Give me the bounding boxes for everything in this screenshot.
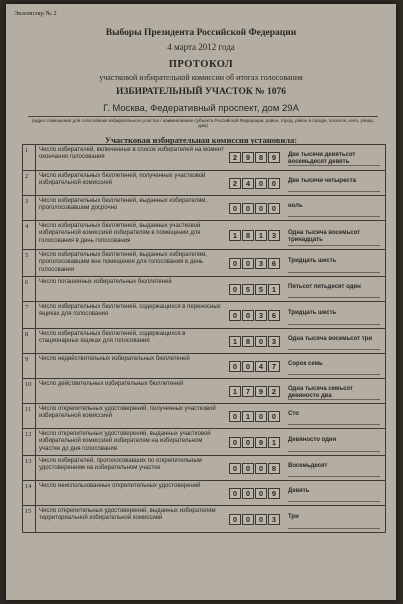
- digit-boxes: [229, 386, 281, 397]
- words-underline: [288, 165, 380, 166]
- table-row: [23, 301, 385, 328]
- digit-cell: 0: [229, 284, 241, 295]
- row-value-words: Пятьсот пятьдесят один: [288, 284, 361, 290]
- digit-cell: 0: [229, 437, 241, 448]
- row-number: 9: [23, 354, 36, 378]
- document-subtitle: участковой избирательной комиссии об итогах голосования: [99, 73, 303, 82]
- row-number: 8: [23, 329, 36, 353]
- row-value-words: Девять: [288, 488, 310, 494]
- row-number: 12: [23, 429, 36, 455]
- row-number: 10: [23, 379, 36, 403]
- digit-cell: 4: [255, 361, 267, 372]
- digit-cell: 2: [229, 178, 241, 189]
- row-value-words: Тридцать шесть: [288, 310, 337, 316]
- digit-cell: 0: [242, 437, 254, 448]
- digit-cell: 0: [242, 488, 254, 499]
- row-label: Число избирательных бюллетеней, полученных участковой избирательной комиссией: [39, 173, 206, 187]
- table-row: [23, 353, 385, 378]
- digit-cell: 8: [242, 230, 254, 241]
- row-number: 11: [23, 404, 36, 428]
- digit-cell: 0: [255, 463, 267, 474]
- words-underline: [288, 476, 380, 477]
- row-value-words: Девяносто один: [288, 437, 337, 443]
- table-row: [23, 403, 385, 428]
- row-label: Число действительных избирательных бюллетеней: [39, 381, 184, 387]
- row-number: 3: [23, 196, 36, 220]
- digit-cell: 9: [242, 152, 254, 163]
- row-number: 5: [23, 250, 36, 276]
- row-label: Число открепительных удостоверений, полученных участковой избирательной комиссией: [39, 406, 216, 420]
- words-underline: [288, 245, 380, 246]
- row-number: 2: [23, 171, 36, 195]
- row-label: Число избирательных бюллетеней, содержащихся в переносных ящиках для голосования: [39, 304, 221, 318]
- digit-cell: 0: [229, 361, 241, 372]
- table-row: [23, 328, 385, 353]
- digit-cell: 0: [255, 336, 267, 347]
- digit-cell: 0: [255, 411, 267, 422]
- digit-cell: 0: [242, 258, 254, 269]
- words-underline: [288, 501, 380, 502]
- table-row: [23, 378, 385, 403]
- digit-cell: 1: [229, 230, 241, 241]
- commission-established: Участковая избирательная комиссия установила:: [104, 135, 298, 145]
- words-underline: [288, 297, 380, 298]
- digit-cell: 0: [255, 514, 267, 525]
- digit-cell: 9: [255, 437, 267, 448]
- digit-boxes: [229, 152, 281, 163]
- digit-cell: 8: [268, 463, 280, 474]
- digit-cell: 0: [242, 203, 254, 214]
- digit-boxes: [229, 284, 281, 295]
- digit-cell: 0: [268, 203, 280, 214]
- digit-cell: 8: [255, 152, 267, 163]
- digit-cell: 1: [268, 437, 280, 448]
- row-number: 4: [23, 221, 36, 249]
- row-value-words: Одна тысяча восемьсот три: [288, 336, 373, 342]
- election-title: Выборы Президента Российской Федерации: [105, 28, 297, 38]
- digit-cell: 0: [268, 411, 280, 422]
- words-underline: [288, 191, 380, 192]
- row-value-words: Сто: [288, 411, 299, 417]
- row-label: Число избирательных бюллетеней, выданных избирателям, проголосовавшим досрочно: [39, 198, 207, 212]
- digit-boxes: [229, 310, 281, 321]
- words-underline: [288, 216, 380, 217]
- digit-cell: 0: [229, 258, 241, 269]
- table-row: [23, 170, 385, 195]
- digit-cell: 0: [268, 178, 280, 189]
- digit-cell: 1: [255, 230, 267, 241]
- table-row: [23, 220, 385, 249]
- row-label: Число избирательных бюллетеней, содержащихся в стационарных ящиках для голосования: [39, 331, 186, 345]
- digit-cell: 5: [255, 284, 267, 295]
- words-underline: [288, 324, 380, 325]
- digit-cell: 3: [268, 336, 280, 347]
- digit-cell: 0: [229, 514, 241, 525]
- digit-cell: 0: [229, 203, 241, 214]
- row-value-words: Одна тысяча семьсот девяносто два: [288, 386, 353, 399]
- digit-cell: 3: [268, 514, 280, 525]
- digit-boxes: [229, 514, 281, 525]
- address-note: (адрес помещения для голосования избирательного участка / наименование субъекта Российской Федерации, район, город, район в городе, поселок, село, улица, дом): [31, 118, 375, 128]
- row-number: 6: [23, 277, 36, 301]
- row-number: 1: [23, 145, 36, 170]
- digit-cell: 0: [255, 203, 267, 214]
- digit-boxes: [229, 463, 281, 474]
- words-underline: [288, 424, 380, 425]
- digit-cell: 0: [229, 488, 241, 499]
- digit-boxes: [229, 488, 281, 499]
- words-underline: [288, 349, 380, 350]
- digit-cell: 4: [242, 178, 254, 189]
- words-underline: [288, 451, 380, 452]
- digit-cell: 0: [229, 310, 241, 321]
- row-value-words: Восемьдесят: [288, 463, 328, 469]
- row-label: Число погашенных избирательных бюллетеней: [39, 279, 172, 285]
- table-row: [23, 276, 385, 301]
- row-number: 14: [23, 481, 36, 505]
- row-value-words: Одна тысяча восемьсот тринадцать: [288, 230, 361, 243]
- table-row: [23, 480, 385, 505]
- table-row: [23, 428, 385, 455]
- row-value-words: Тридцать шесть: [288, 258, 337, 264]
- digit-cell: 9: [268, 152, 280, 163]
- row-value-words: Три: [288, 514, 299, 520]
- digit-cell: 1: [242, 411, 254, 422]
- election-date: 4 марта 2012 года: [167, 42, 235, 52]
- digit-cell: 0: [242, 463, 254, 474]
- digit-cell: 0: [255, 488, 267, 499]
- row-label: Число открепительных удостоверений, выданных избирателям территориальной избирательной комиссией: [39, 508, 216, 522]
- digit-cell: 3: [255, 258, 267, 269]
- digit-cell: 3: [255, 310, 267, 321]
- row-number: 13: [23, 456, 36, 480]
- digit-cell: 8: [242, 336, 254, 347]
- table-row: [23, 455, 385, 480]
- address-underline: [28, 116, 378, 117]
- row-value-words: Сорок семь: [288, 361, 323, 367]
- digit-boxes: [229, 411, 281, 422]
- digit-cell: 1: [229, 336, 241, 347]
- row-number: 15: [23, 506, 36, 532]
- row-label: Число недействительных избирательных бюллетеней: [39, 356, 190, 362]
- table-row: [23, 505, 385, 532]
- digit-cell: 1: [229, 386, 241, 397]
- digit-cell: 9: [255, 386, 267, 397]
- digit-boxes: [229, 258, 281, 269]
- digit-cell: 1: [268, 284, 280, 295]
- digit-cell: 2: [229, 152, 241, 163]
- table-row: [23, 145, 385, 170]
- station-address: Г. Москва, Федеративный проспект, дом 29А: [103, 103, 299, 114]
- words-underline: [288, 399, 380, 400]
- digit-boxes: [229, 178, 281, 189]
- document-type: ПРОТОКОЛ: [168, 59, 234, 70]
- row-label: Число избирательных бюллетеней, выданных участковой избирательной комиссией избирателям в помещении для голосования в день голосования: [39, 223, 201, 244]
- row-label: Число избирательных бюллетеней, выданных избирателям, проголосовавшим вне помещения для голосования в день голосования: [39, 252, 207, 273]
- table-row: [23, 249, 385, 276]
- digit-boxes: [229, 361, 281, 372]
- digit-cell: 0: [229, 463, 241, 474]
- row-label: Число избирателей, проголосовавших по открепительным удостоверениям на избирательном участке: [39, 458, 202, 472]
- copy-number: Экземпляр № 2: [14, 10, 57, 17]
- digit-cell: 0: [255, 178, 267, 189]
- digit-cell: 5: [242, 284, 254, 295]
- digit-boxes: [229, 437, 281, 448]
- digit-cell: 7: [242, 386, 254, 397]
- digit-cell: 6: [268, 258, 280, 269]
- digit-cell: 7: [268, 361, 280, 372]
- digit-cell: 9: [268, 488, 280, 499]
- polling-station: ИЗБИРАТЕЛЬНЫЙ УЧАСТОК № 1076: [115, 87, 287, 97]
- row-number: 7: [23, 302, 36, 328]
- results-table: [22, 144, 386, 533]
- digit-cell: 0: [242, 310, 254, 321]
- digit-boxes: [229, 203, 281, 214]
- words-underline: [288, 374, 380, 375]
- digit-cell: 0: [242, 361, 254, 372]
- row-value-words: ноль: [288, 203, 303, 209]
- row-label: Число неиспользованных открепительных удостоверений: [39, 483, 201, 489]
- row-value-words: Две тысячи четыреста: [288, 178, 356, 184]
- words-underline: [288, 272, 380, 273]
- digit-cell: 0: [229, 411, 241, 422]
- protocol-sheet: [6, 4, 396, 600]
- row-label: Число открепительных удостоверений, выданных участковой избирательной комиссией избирателям на избирательном участке до дня голосования: [39, 431, 211, 452]
- words-underline: [288, 528, 380, 529]
- digit-boxes: [229, 336, 281, 347]
- digit-cell: 6: [268, 310, 280, 321]
- row-value-words: Две тысячи девятьсот восемьдесят девять: [288, 152, 356, 165]
- digit-cell: 3: [268, 230, 280, 241]
- row-label: Число избирателей, включенных в список избирателей на момент окончания голосования: [39, 147, 224, 161]
- digit-cell: 0: [242, 514, 254, 525]
- digit-cell: 2: [268, 386, 280, 397]
- digit-boxes: [229, 230, 281, 241]
- table-row: [23, 195, 385, 220]
